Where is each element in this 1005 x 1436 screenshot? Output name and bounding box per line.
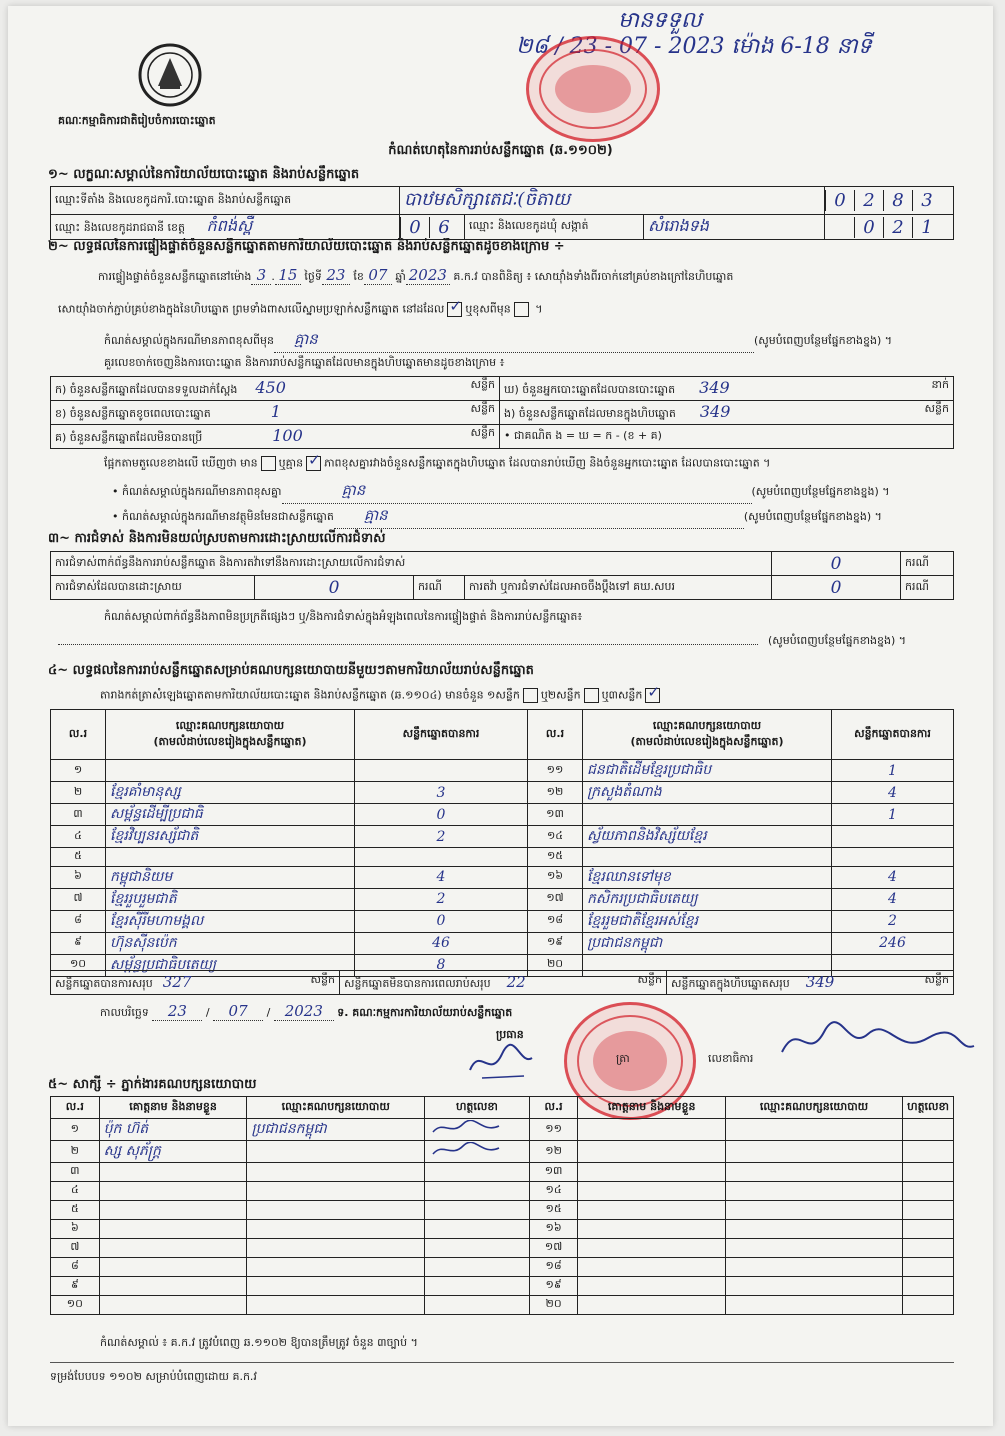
table-row <box>51 782 954 804</box>
appeal-count: 0 <box>830 577 842 598</box>
vote-count: 8 <box>355 954 528 976</box>
commune-label: ឈ្មោះ និងលេខកូដឃុំ សង្កាត់ <box>465 215 644 240</box>
witness-name <box>578 1119 725 1141</box>
row-number: ៣ <box>51 804 106 826</box>
count-row: គ) ចំនួនសន្លឹកឆ្នោតដែលមិនបានប្រើ 100 សន្លឹក • ជាគណិត ង = ឃ = ក - (ខ + គ) <box>51 425 954 449</box>
witness-signature <box>425 1141 530 1163</box>
chair-signature-icon <box>460 1036 540 1086</box>
witness-name <box>578 1163 725 1182</box>
witness-party <box>725 1239 902 1258</box>
commune-code: 0 2 1 <box>825 215 954 240</box>
row-number: ១៣ <box>529 1163 578 1182</box>
witness-name <box>578 1182 725 1201</box>
valid-total: 327 <box>162 972 192 991</box>
row-number: ២០ <box>529 1296 578 1315</box>
row-number: ២ <box>51 1141 100 1163</box>
verify-line-1: ការផ្ទៀងផ្ទាត់ចំនួនសន្លឹកឆ្នោតនៅម៉ោង 3 . 15 ថ្ងៃទី 23 ខែ 07 ឆ្នាំ 2023 គ.ក.វ បានពិនិត្យ ៖ សោយ៉ាំងទាំងពីរចាក់នៅគ្រប់ខាងក្រៅនៃហិបឆ្នោត <box>98 266 734 284</box>
receipt-datetime: ២៨ / 23 - 07 - 2023 ម៉ោង 6-18 នាទី <box>516 34 872 59</box>
witness-signature <box>425 1239 530 1258</box>
verify-hour: 3 <box>251 266 271 285</box>
witness-name <box>578 1277 725 1296</box>
row-number: ៨ <box>51 910 106 932</box>
vote-count <box>832 826 954 848</box>
witness-name: ប៉ុក ហ៊ត់ <box>99 1119 247 1141</box>
vote-count: 4 <box>355 866 528 888</box>
table-row <box>51 804 954 826</box>
row-number: ១៦ <box>528 866 583 888</box>
row-number: ១២ <box>528 782 583 804</box>
row-number: ១៩ <box>529 1277 578 1296</box>
col-votes: សន្លឹកឆ្នោតបានការ <box>355 710 528 760</box>
witness-name <box>578 1239 725 1258</box>
top-official-seal <box>526 36 660 142</box>
section3-title: ៣~ ការជំទាស់ និងការមិនយល់ស្របតាមការដោះស្រាយលើការជំទាស់ <box>48 531 386 546</box>
party-name: ប្រជាជនកម្ពុជា <box>583 932 832 954</box>
witness-name <box>99 1277 247 1296</box>
witness-name <box>99 1258 247 1277</box>
verify-minute: 15 <box>275 266 301 285</box>
totals-table: សន្លឹកឆ្នោតបានការសរុប 327 សន្លឹក សន្លឹកឆ្នោតមិនបានការពេលរាប់សរុប 22 សន្លឹក សន្លឹកឆ្នោតក្នុងហិបឆ្នោតសរុប 349 សន្លឹក <box>50 970 954 995</box>
three-sheet-checkbox[interactable] <box>645 688 660 703</box>
section1-title: ១~ លក្ខណៈសម្គាល់នៃការិយាល័យបោះឆ្នោត និងរាប់សន្លឹកឆ្នោត <box>48 167 360 182</box>
table-row <box>51 1296 954 1315</box>
vote-count: 0 <box>355 804 528 826</box>
party-name <box>583 848 832 867</box>
count-value: 349 <box>699 402 731 421</box>
party-name: ខ្មែរគាំមានុស្ស <box>106 782 355 804</box>
party-name <box>106 848 355 867</box>
witness-signature <box>425 1119 530 1141</box>
row-number: ៧ <box>51 888 106 910</box>
results-table: ល.រ ឈ្មោះគណបក្សនយោបាយ (តាមលំដាប់លេខរៀងក្នុងសន្លឹកឆ្នោត) សន្លឹកឆ្នោតបានការ ល.រ ឈ្មោះគណបក្សនយោបាយ (តាមលំដាប់លេខរៀងក្នុងសន្លឹកឆ្នោត) សន្លឹកឆ្នោតបានការ ១ ១១ ជនជាតិដើមខ្មែរប្រជាធិប 1 ២ ខ្មែរគាំមានុស្ស 3 ១២ ក្រសួងតំណាង 4 ៣ សម្ព័ន្ធដើម្បីប្រជាធិ 0 ១៣ 1 ៤ ខ្មែរវិប្បនរស្ស័ជាតិ 2 ១៤ ស្វ័យភាពនិងវិស្ស័យខ្មែរ ៥ ១៥ ៦ កម្ពុជានិយម 4 ១៦ ខ្មែរឈានទៅមុខ 4 ៧ ខ្មែររួបរួមជាតិ 2 ១៧ កសិករប្រជាធិបតេយ្យ 4 ៨ ខ្មែរស៊ីរីមហាមង្គល 0 ១៨ ខ្មែររួមជាតិខ្មែរអស់ខ្មែរ 2 ៩ ហ៊ុនស៊ីនប៉េក 46 ១៩ ប្រជាជនកម្ពុជា 246 ១០ សម្ព័ន្ធប្រជាធិបតេយ្យ 8 ២០ <box>50 709 954 977</box>
col-party: ឈ្មោះគណបក្សនយោបាយ (តាមលំដាប់លេខរៀងក្នុងសន្លឹកឆ្នោត) <box>106 710 355 760</box>
witness-name <box>99 1201 247 1220</box>
row-number: ៥ <box>51 1201 100 1220</box>
row-number: ៤ <box>51 826 106 848</box>
row-number: ១៩ <box>528 932 583 954</box>
signing-date: កាលបរិច្ឆេទ 23 / 07 / 2023 ទ. គណៈកម្មការការិយាល័យរាប់សន្លឹកឆ្នោត <box>100 1002 513 1020</box>
party-name: កម្ពុជានិយម <box>106 866 355 888</box>
witness-name <box>578 1141 725 1163</box>
form-title: កំណត់ហេតុនៃការរាប់សន្លឹកឆ្នោត (ឆ.១១០២) <box>388 143 613 158</box>
witness-name <box>578 1201 725 1220</box>
province-value: កំពង់ស្ពឺ <box>206 216 253 235</box>
witness-party <box>247 1201 425 1220</box>
witness-party <box>725 1141 902 1163</box>
vote-count: 4 <box>832 782 954 804</box>
footer-divider <box>50 1362 954 1363</box>
box-total: 349 <box>805 972 835 991</box>
table-row <box>51 848 954 867</box>
witness-signature <box>425 1258 530 1277</box>
party-name: ក្រសួងតំណាង <box>583 782 832 804</box>
row-number: ១១ <box>529 1119 578 1141</box>
witness-party <box>725 1296 902 1315</box>
tally-sheet-line: តារាងកត់ត្រាសំឡេងឆ្នោតតាមការិយាល័យបោះឆ្នោត និងរាប់សន្លឹកឆ្នោត (ឆ.១១០៤) មានចំនួន ១សន្លឹក ឬ២សន្លឹក ឬ៣សន្លឹក✓ <box>100 688 663 705</box>
verify-month: 07 <box>364 266 392 285</box>
witness-party <box>247 1182 425 1201</box>
witness-signature <box>903 1239 954 1258</box>
row-number: ១៦ <box>529 1220 578 1239</box>
witness-signature <box>903 1182 954 1201</box>
row-number: ១៣ <box>528 804 583 826</box>
one-sheet-checkbox[interactable] <box>523 688 538 703</box>
row-number: ៨ <box>51 1258 100 1277</box>
witness-name <box>578 1258 725 1277</box>
receipt-note: មានទទួល <box>618 8 702 33</box>
row-number: ១៧ <box>529 1239 578 1258</box>
vote-count: 2 <box>832 910 954 932</box>
witness-party <box>247 1163 425 1182</box>
party-name: ស្វ័យភាពនិងវិស្ស័យខ្មែរ <box>583 826 832 848</box>
witness-party <box>247 1239 425 1258</box>
table-row <box>51 1119 954 1141</box>
witness-name <box>99 1163 247 1182</box>
seal-label: ត្រា <box>616 1052 630 1065</box>
vote-count: 4 <box>832 866 954 888</box>
form-footer: ទម្រង់បែបបទ ១១០២ សម្រាប់បំពេញដោយ គ.ក.វ <box>50 1370 257 1383</box>
party-name: ខ្មែររួបរួមជាតិ <box>106 888 355 910</box>
witness-signature <box>903 1258 954 1277</box>
witness-party <box>725 1258 902 1277</box>
row-number: ៦ <box>51 1220 100 1239</box>
witness-name: ស្ស សុភ័ក្ត្រ <box>99 1141 247 1163</box>
table-row <box>51 1201 954 1220</box>
difference-note-value: គ្មាន <box>294 330 318 348</box>
vote-count: 1 <box>832 760 954 782</box>
secretary-label: លេខាធិការ <box>708 1052 754 1065</box>
witness-party <box>725 1201 902 1220</box>
party-name <box>106 760 355 782</box>
witness-party <box>725 1220 902 1239</box>
commune-value: សំរោងទង <box>648 216 709 235</box>
party-name: ខ្មែរវិប្បនរស្ស័ជាតិ <box>106 826 355 848</box>
vote-count: 2 <box>355 826 528 848</box>
location-label: ឈ្មោះទីតាំង និងលេខកូដការិ.បោះឆ្នោត និងរាប់សន្លឹកឆ្នោត <box>51 187 400 215</box>
row-number: ៩ <box>51 932 106 954</box>
vote-count: 1 <box>832 804 954 826</box>
resolved-count: 0 <box>328 577 340 598</box>
vote-count: 246 <box>832 932 954 954</box>
count-value: 349 <box>699 378 730 397</box>
count-row: ក) ចំនួនសន្លឹកឆ្នោតដែលបានទទួលដាក់ស្ពែង 450 សន្លឹក ឃ) ចំនួនអ្នកបោះឆ្នោតដែលបានបោះឆ្នោត 349 នាក់ <box>51 377 954 401</box>
vote-count: 3 <box>355 782 528 804</box>
complaint-table: ការជំទាស់ពាក់ព័ន្ធនឹងការរាប់សន្លឹកឆ្នោត និងការតវ៉ាទៅនឹងការដោះស្រាយលើការជំទាស់ 0 ករណី ការជំទាស់ដែលបានដោះស្រាយ 0 ករណី ការតវ៉ា ឬការជំទាស់ដែលអាចចឹងប្តឹងទៅ គឃ.សបរ 0 ករណី <box>50 551 954 600</box>
party-name: ហ៊ុនស៊ីនប៉េក <box>106 932 355 954</box>
row-number: ១៤ <box>529 1182 578 1201</box>
witness-name <box>99 1239 247 1258</box>
party-name: ជនជាតិដើមខ្មែរប្រជាធិប <box>583 760 832 782</box>
count-table-intro: គួរលេខចាក់ចេញនិងការបោះឆ្នោត និងការរាប់សន្លឹកឆ្នោតដែលមានក្នុងហិបឆ្នោតមានដូចខាងក្រោម ៖ <box>104 356 505 369</box>
row-number: ២ <box>51 782 106 804</box>
witness-signature <box>425 1220 530 1239</box>
table-row <box>51 826 954 848</box>
row-number: ១៨ <box>529 1258 578 1277</box>
witness-table: ល.រ គោត្តនាម និងនាមខ្លួន ឈ្មោះគណបក្សនយោបាយ ហត្ថលេខា ល.រ គោត្តនាម និងនាមខ្លួន ឈ្មោះគណបក្សនយោបាយ ហត្ថលេខា ១ ប៉ុក ហ៊ត់ ប្រជាជនកម្ពុជា ១១ ២ ស្ស សុភ័ក្ត្រ ១២ ៣ ១៣ ៤ ១៤ ៥ ១៥ ៦ ១៦ ៧ ១៧ ៨ ១៨ ៩ ១៩ ១០ ២០ <box>50 1096 954 1315</box>
row-number: ១ <box>51 1119 100 1141</box>
province-label: ឈ្មោះ និងលេខកូដរាជធានី ខេត្ត <box>55 221 185 234</box>
section5-title: ៥~ សាក្សី ÷ ភ្នាក់ងារគណបក្សនយោបាយ <box>48 1077 257 1092</box>
witness-signature <box>425 1201 530 1220</box>
witness-party <box>725 1182 902 1201</box>
witness-name <box>99 1296 247 1315</box>
party-name <box>583 804 832 826</box>
table-row <box>51 1220 954 1239</box>
count-value: 450 <box>255 378 286 397</box>
row-number: ៣ <box>51 1163 100 1182</box>
witness-signature <box>903 1163 954 1182</box>
form-page: មានទទួល ២៨ / 23 - 07 - 2023 ម៉ោង 6-18 នាទី គណៈកម្មាធិការជាតិរៀបចំការបោះឆ្នោត កំណត់ហេតុនៃការរាប់សន្លឹកឆ្នោត (ឆ.១១០២) ១~ លក្ខណៈសម្គាល់នៃការិយាល័យបោះឆ្នោត និងរាប់សន្លឹកឆ្នោត ឈ្មោះទីតាំង និងលេខកូដការិ.បោះឆ្នោត និងរាប់សន្លឹកឆ្នោត បាឋមសិក្សាតេជៈ(ចិតាយ 0 2 8 3 ឈ្មោះ និងលេខកូដរាជធានី ខេត្ត កំពង់ស្ពឺ 0 6 ឈ្មោះ និងលេខកូដឃុំ សង្កាត់ សំរោងទង 0 2 1 ២~ លទ្ធផលនៃការផ្ទៀងផ្ទាត់ចំនួនសន្លឹកឆ្នោតតាមការិយាល័យបោះឆ្នោត និងរាប់សន្លឹកឆ្នោតដូចខាងក្រោម ÷ ការផ្ទៀងផ្ទាត់ចំនួនសន្លឹកឆ្នោតនៅម៉ោង 3 . 15 ថ្ងៃទី 23 ខែ 07 ឆ្នាំ 2023 គ.ក.វ បានពិនិត្យ ៖ សោយ៉ាំងទាំងពីរចាក់នៅគ្រប់ខាងក្រៅនៃហិបឆ្នោត សោយ៉ាំងចាក់ភ្ជាប់គ្រប់ខាងក្នុងនៃហិបឆ្នោត ព្រមទាំងពាសលើស្នាមប្រឡាក់សន្លឹកឆ្នោត នៅដដែល✓ ឬខុសពីមុន ។ កំណត់សម្គាល់ក្នុងករណីមានភាពខុសពីមុន គ្មាន (សូមបំពេញបន្ថែមផ្នែកខាងខ្នង) ។ គួរលេខចាក់ចេញនិងការបោះឆ្នោត និងការរាប់សន្លឹកឆ្នោតដែលមានក្នុងហិបឆ្នោតមានដូចខាងក្រោម ៖ ក) ចំនួនសន្លឹកឆ្នោតដែលបានទទួលដាក់ស្ពែង 450 សន្លឹក ឃ) ចំនួនអ្នកបោះឆ្នោតដែលបានបោះឆ្នោត 349 នាក់ ខ) ចំនួនសន្លឹកឆ្នោតខូចពេលបោះឆ្នោត 1 សន្លឹក ង) ចំនួនសន្លឹកឆ្នោតដែលមានក្នុងហិបឆ្នោត 349 សន្លឹក គ) ចំនួនសន្លឹកឆ្នោតដែលមិនបានប្រើ 100 សន្លឹក • ជាគណិត ង = ឃ = ក - (ខ + គ) ផ្អែកតាមតួលេខខាងលើ ឃើញថា មាន ឬគ្មាន✓ ភាពខុសគ្នារវាងចំនួនសន្លឹកឆ្នោតក្នុងហិបឆ្នោត ដែលបានរាប់ឃើញ និងចំនួនអ្នកបោះឆ្នោត ដែលបានបោះឆ្នោត ។ • កំណត់សម្គាល់ក្នុងករណីមានភាពខុសគ្នា គ្មាន (សូមបំពេញបន្ថែមផ្នែកខាងខ្នង) ។ • កំណត់សម្គាល់ក្នុងករណីមានវត្ថុមិនមែនជាសន្លឹកឆ្នោត គ្មាន (សូមបំពេញបន្ថែមផ្នែកខាងខ្នង) ។ ៣~ ការជំទាស់ និងការមិនយល់ស្របតាមការដោះស្រាយលើការជំទាស់ ការជំទាស់ពាក់ព័ន្ធនឹងការរាប់សន្លឹកឆ្នោត និងការតវ៉ាទៅនឹងការដោះស្រាយលើការជំទាស់ 0 ករណី ការជំទាស់ដែលបានដោះស្រាយ 0 ករណី ការតវ៉ា ឬការជំទាស់ដែលអាចចឹងប្តឹងទៅ គឃ.សបរ 0 ករណី កំណត់សម្គាល់ពាក់ព័ន្ធនឹងភាពមិនប្រក្រតីផ្សេងៗ ឬ/និងការជំទាស់ក្នុងអំឡុងពេលនៃការផ្ទៀងផ្ទាត់ និងការរាប់សន្លឹកឆ្នោត៖ (សូមបំពេញបន្ថែមផ្នែកខាងខ្នង) ។ ៤~ លទ្ធផលនៃការរាប់សន្លឹកឆ្នោតសម្រាប់គណបក្សនយោបាយនីមួយៗតាមការិយាល័យរាប់សន្លឹកឆ្នោត តារាងកត់ត្រាសំឡេងឆ្នោតតាមការិយាល័យបោះឆ្នោត និងរាប់សន្លឹកឆ្នោត (ឆ.១១០៤) មានចំនួន ១សន្លឹក ឬ២សន្លឹក ឬ៣សន្លឹក✓ ល.រ ឈ្មោះគណបក្សនយោបាយ (តាមលំដាប់លេខរៀងក្នុងសន្លឹកឆ្នោត) សន្លឹកឆ្នោតបានការ ល.រ ឈ្មោះគណបក្សនយោបាយ (តាមលំដាប់លេខរៀងក្នុងសន្លឹកឆ្នោត) សន្លឹកឆ្នោតបានការ ១ ១១ ជនជាតិដើមខ្មែរប្រជាធិប 1 ២ ខ្មែរគាំមានុស្ស 3 ១២ ក្រសួងតំណាង 4 ៣ សម្ព័ន្ធដើម្បីប្រជាធិ 0 ១៣ 1 ៤ ខ្មែរវិប្បនរស្ស័ជាតិ 2 ១៤ ស្វ័យភាពនិងវិស្ស័យខ្មែរ ៥ ១៥ ៦ កម្ពុជានិយម 4 ១៦ ខ្មែរឈានទៅមុខ 4 ៧ ខ្មែររួបរួមជាតិ 2 ១៧ កសិករប្រជាធិបតេយ្យ 4 ៨ ខ្មែរស៊ីរីមហាមង្គល 0 ១៨ ខ្មែររួមជាតិខ្មែរអស់ខ្មែរ 2 ៩ ហ៊ុនស៊ីនប៉េក 46 ១៩ ប្រជាជនកម្ពុជា 246 ១០ សម្ព័ន្ធប្រជាធិបតេយ្យ 8 ២០ សន្លឹកឆ្នោតបានការសរុប 327 សន្លឹក សន្លឹកឆ្នោតមិនបានការពេលរាប់សរុប 22 សន្លឹក សន្លឹកឆ្នោតក្នុងហិបឆ្នោតសរុប 349 សន្លឹក កាលបរិច្ឆេទ 23 / 07 / 2023 ទ. គណៈកម្មការការិយាល័យរាប់សន្លឹកឆ្នោត ប្រធាន ត្រា លេខាធិការ ៥~ សាក្សី ÷ ភ្នាក់ងារគណបក្សនយោបាយ ល.រ គោត្តនាម និងនាមខ្លួន ឈ្មោះគណបក្សនយោបាយ ហត្ថលេខា ល.រ គោត្តនាម និងនាមខ្លួន ឈ្មោះគណបក្សនយោបាយ ហត្ថលេខា ១ ប៉ុក ហ៊ត់ ប្រជាជនកម្ពុជា ១១ ២ ស្ស សុភ័ក្ត្រ ១២ ៣ ១៣ ៤ ១៤ ៥ ១៥ ៦ ១៦ ៧ ១៧ ៨ ១៨ ៩ ១៩ ១០ ២០ កំណត់សម្គាល់ ៖ គ.ក.វ ត្រូវបំពេញ ឆ.១១០២ ឱ្យបានត្រឹមត្រូវ ចំនួន ៣ច្បាប់ ។ ទម្រង់បែបបទ ១១០២ សម្រាប់បំពេញដោយ គ.ក.វ <box>8 6 993 1426</box>
row-number: ៧ <box>51 1239 100 1258</box>
row-number: ៦ <box>51 866 106 888</box>
witness-party: ប្រជាជនកម្ពុជា <box>247 1119 425 1141</box>
same-checkbox[interactable] <box>447 302 462 317</box>
bullet-note-1: • កំណត់សម្គាល់ក្នុងករណីមានភាពខុសគ្នា គ្មាន (សូមបំពេញបន្ថែមផ្នែកខាងខ្នង) ។ <box>112 481 890 504</box>
chair-label: ប្រធាន <box>496 1028 524 1041</box>
count-value: 1 <box>270 402 281 421</box>
province-code: 0 6 <box>400 215 465 240</box>
party-name: កសិករប្រជាធិបតេយ្យ <box>583 888 832 910</box>
row-number: ២០ <box>528 954 583 976</box>
vote-count <box>832 848 954 867</box>
witness-signature <box>903 1201 954 1220</box>
bullet-note-2: • កំណត់សម្គាល់ក្នុងករណីមានវត្ថុមិនមែនជាសន្លឹកឆ្នោត គ្មាន (សូមបំពេញបន្ថែមផ្នែកខាងខ្នង) ។ <box>112 506 882 529</box>
table-row <box>51 1141 954 1163</box>
witness-party <box>247 1141 425 1163</box>
row-number: ៩ <box>51 1277 100 1296</box>
table-row <box>51 888 954 910</box>
secretary-signature-icon <box>778 1012 978 1072</box>
row-number: ១០ <box>51 1296 100 1315</box>
section2-title: ២~ លទ្ធផលនៃការផ្ទៀងផ្ទាត់ចំនួនសន្លឹកឆ្នោតតាមការិយាល័យបោះឆ្នោត និងរាប់សន្លឹកឆ្នោតដូចខាងក្រោម ÷ <box>48 239 565 254</box>
row-number: ១៤ <box>528 826 583 848</box>
col-no: ល.រ <box>51 710 106 760</box>
row-number: ១៥ <box>529 1201 578 1220</box>
witness-name <box>578 1220 725 1239</box>
party-name: សម្ព័ន្ធប្រជាធិបតេយ្យ <box>106 954 355 976</box>
discrepancy-line: ផ្អែកតាមតួលេខខាងលើ ឃើញថា មាន ឬគ្មាន✓ ភាពខុសគ្នារវាងចំនួនសន្លឹកឆ្នោតក្នុងហិបឆ្នោត ដែលបានរាប់ឃើញ និងចំនួនអ្នកបោះឆ្នោត ដែលបានបោះឆ្នោត ។ <box>104 456 770 473</box>
signature-icon <box>429 1142 509 1158</box>
table-row <box>51 1258 954 1277</box>
party-name: ខ្មែរស៊ីរីមហាមង្គល <box>106 910 355 932</box>
witness-signature <box>425 1182 530 1201</box>
discrepancy-yes-checkbox[interactable] <box>261 456 276 471</box>
row-number: ១៨ <box>528 910 583 932</box>
table-row <box>51 1239 954 1258</box>
nec-emblem-icon <box>136 42 204 108</box>
witness-party <box>247 1258 425 1277</box>
table-row <box>51 760 954 782</box>
vote-count: 0 <box>355 910 528 932</box>
table-row <box>51 1277 954 1296</box>
table-row <box>51 1182 954 1201</box>
vote-count: 4 <box>832 888 954 910</box>
count-value: 100 <box>272 426 303 445</box>
two-sheet-checkbox[interactable] <box>584 688 599 703</box>
witness-signature <box>903 1220 954 1239</box>
witness-signature <box>903 1277 954 1296</box>
table-row <box>51 866 954 888</box>
party-name: ខ្មែរឈានទៅមុខ <box>583 866 832 888</box>
different-checkbox[interactable] <box>514 302 529 317</box>
footnote: កំណត់សម្គាល់ ៖ គ.ក.វ ត្រូវបំពេញ ឆ.១១០២ ឱ្យបានត្រឹមត្រូវ ចំនួន ៣ច្បាប់ ។ <box>100 1336 418 1349</box>
row-number: ១៥ <box>528 848 583 867</box>
witness-party <box>725 1277 902 1296</box>
witness-signature <box>425 1163 530 1182</box>
witness-party <box>247 1277 425 1296</box>
section4-title: ៤~ លទ្ធផលនៃការរាប់សន្លឹកឆ្នោតសម្រាប់គណបក្សនយោបាយនីមួយៗតាមការិយាល័យរាប់សន្លឹកឆ្នោត <box>48 663 534 678</box>
witness-signature <box>425 1296 530 1315</box>
witness-name <box>578 1296 725 1315</box>
party-name: ខ្មែររួមជាតិខ្មែរអស់ខ្មែរ <box>583 910 832 932</box>
witness-party <box>247 1296 425 1315</box>
party-name: សម្ព័ន្ធដើម្បីប្រជាធិ <box>106 804 355 826</box>
verify-line-2: សោយ៉ាំងចាក់ភ្ជាប់គ្រប់ខាងក្នុងនៃហិបឆ្នោត ព្រមទាំងពាសលើស្នាមប្រឡាក់សន្លឹកឆ្នោត នៅដដែល✓ ឬខុសពីមុន ។ <box>58 302 543 319</box>
table-row <box>51 1163 954 1182</box>
location-code: 0 2 8 3 <box>825 187 954 215</box>
row-number: ១២ <box>529 1141 578 1163</box>
location-value: បាឋមសិក្សាតេជៈ(ចិតាយ <box>404 189 571 210</box>
witness-party <box>247 1220 425 1239</box>
difference-note: កំណត់សម្គាល់ក្នុងករណីមានភាពខុសពីមុន គ្មាន (សូមបំពេញបន្ថែមផ្នែកខាងខ្នង) ។ <box>104 330 892 353</box>
vote-count <box>355 848 528 867</box>
witness-party <box>725 1119 902 1141</box>
row-number: ១ <box>51 760 106 782</box>
table-row <box>51 932 954 954</box>
witness-name <box>99 1182 247 1201</box>
witness-signature <box>903 1141 954 1163</box>
row-number: ១០ <box>51 954 106 976</box>
row-number: ១១ <box>528 760 583 782</box>
vote-count <box>355 760 528 782</box>
irregularity-note: កំណត់សម្គាល់ពាក់ព័ន្ធនឹងភាពមិនប្រក្រតីផ្សេងៗ ឬ/និងការជំទាស់ក្នុងអំឡុងពេលនៃការផ្ទៀងផ្ទាត់ និងការរាប់សន្លឹកឆ្នោត៖ <box>104 610 583 623</box>
row-number: ៤ <box>51 1182 100 1201</box>
irregularity-line <box>58 632 758 645</box>
row-number: ៥ <box>51 848 106 867</box>
discrepancy-no-checkbox[interactable] <box>306 456 321 471</box>
vote-count: 46 <box>355 932 528 954</box>
count-table <box>50 376 954 449</box>
witness-signature <box>903 1296 954 1315</box>
org-name: គណៈកម្មាធិការជាតិរៀបចំការបោះឆ្នោត <box>58 114 216 127</box>
invalid-total: 22 <box>506 972 526 991</box>
signature-icon <box>429 1120 509 1136</box>
verify-year: 2023 <box>406 266 450 285</box>
count-row: ខ) ចំនួនសន្លឹកឆ្នោតខូចពេលបោះឆ្នោត 1 សន្លឹក ង) ចំនួនសន្លឹកឆ្នោតដែលមានក្នុងហិបឆ្នោត 349 សន្លឹក <box>51 401 954 425</box>
verify-day: 23 <box>322 266 350 285</box>
witness-signature <box>903 1119 954 1141</box>
witness-signature <box>425 1277 530 1296</box>
witness-name <box>99 1220 247 1239</box>
witness-party <box>725 1163 902 1182</box>
complaint-count: 0 <box>830 553 842 574</box>
vote-count: 2 <box>355 888 528 910</box>
table-row <box>51 910 954 932</box>
row-number: ១៧ <box>528 888 583 910</box>
section1-table <box>50 186 954 240</box>
